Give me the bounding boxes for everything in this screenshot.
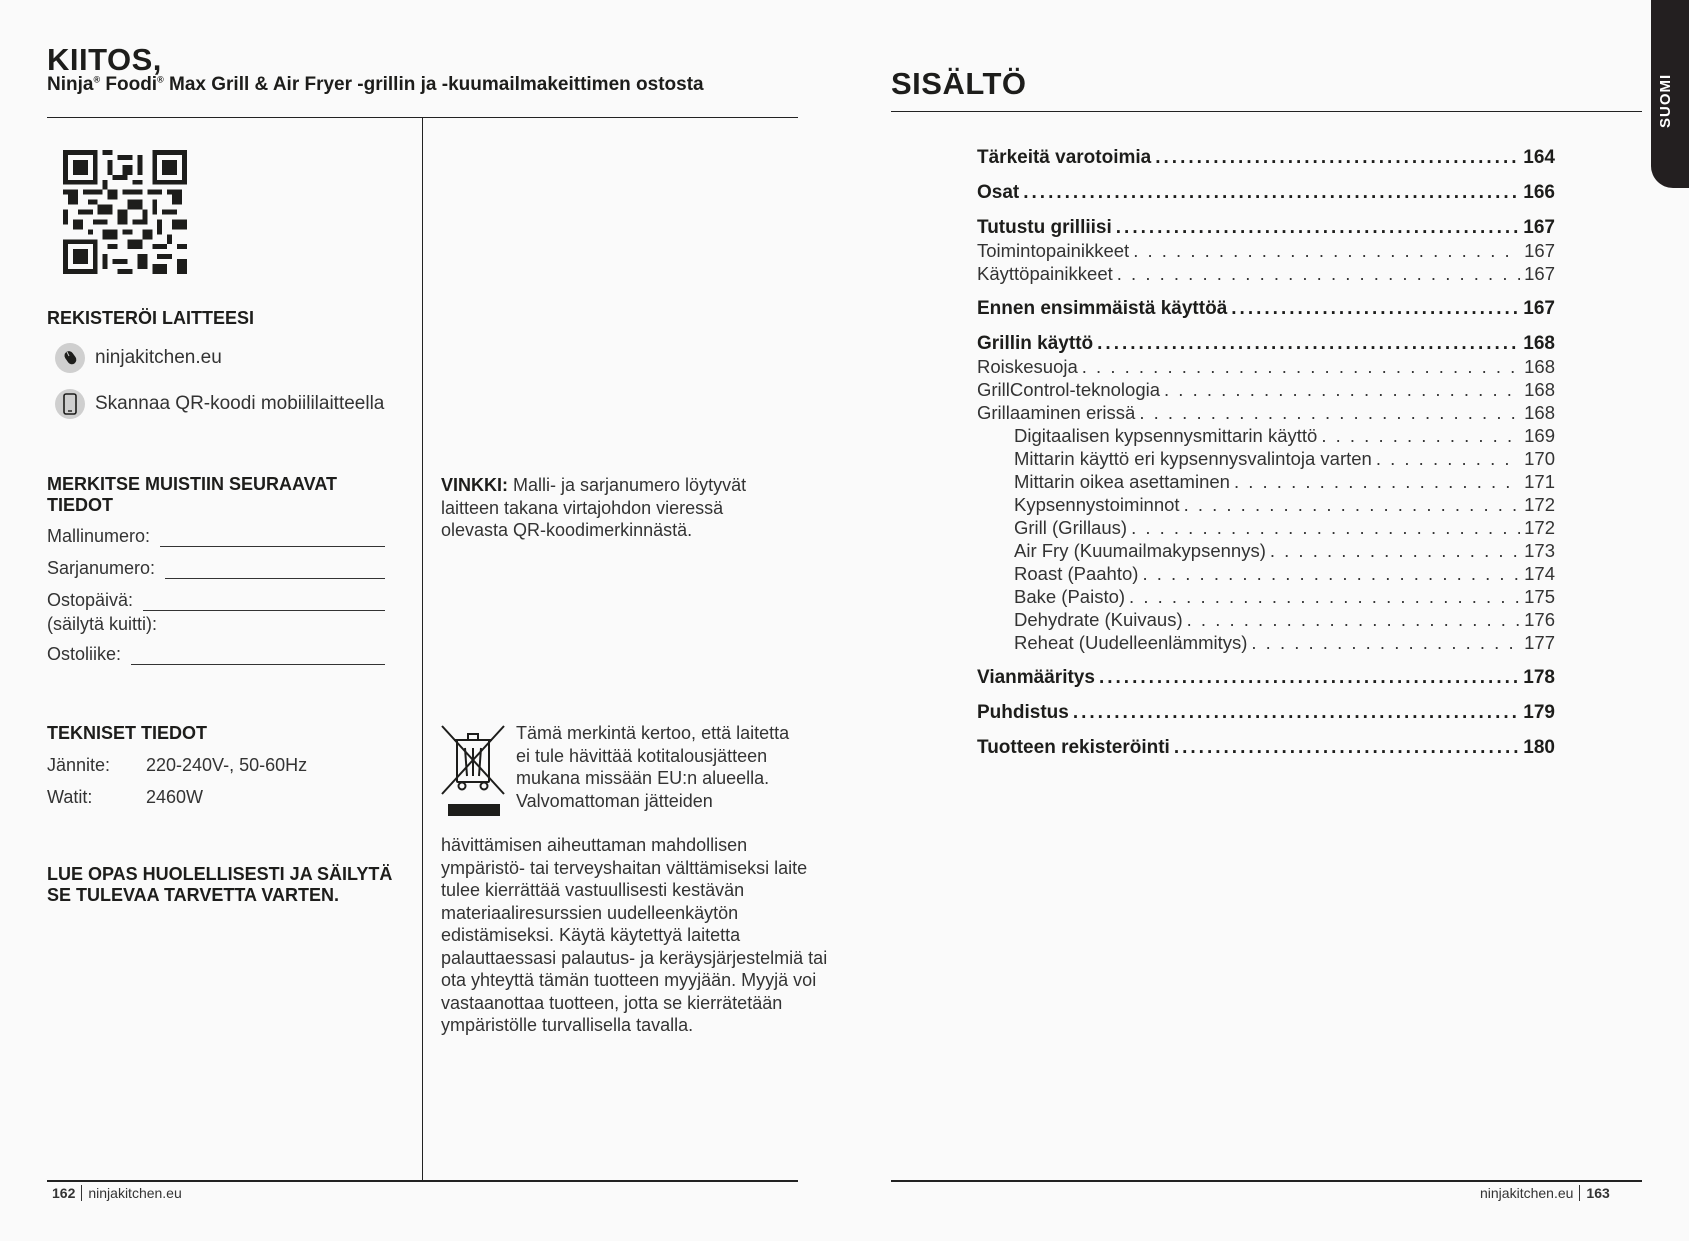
toc-entry[interactable] [977,217,1555,240]
toc-entry-label: Mittarin käyttö eri kypsennysvalintoja varten [1014,448,1372,469]
toc-entry-page: 176 [1524,609,1555,630]
keep-receipt-note: (säilytä kuitti): [47,614,158,634]
toc-entry-page: 166 [1523,182,1555,203]
language-tab-label: SUOMI [1657,73,1674,128]
toc-entry[interactable] [977,402,1555,425]
toc-entry-page: 169 [1524,425,1555,446]
register-heading: REKISTERÖI LAITTEESI [47,308,255,328]
toc-entry-label: GrillControl-teknologia [977,379,1161,400]
purchase-date-field[interactable] [47,590,385,611]
toc-leader-dots [1164,379,1520,401]
footer-site[interactable]: ninjakitchen.eu [88,1185,182,1201]
brand-ninja: Ninja [47,74,94,95]
toc-entry-label: Tuotteen rekisteröinti [977,737,1170,758]
toc-entry-page: 175 [1524,586,1555,607]
toc-leader-dots [1321,425,1520,447]
watts-value: 2460W [146,787,204,807]
footer-left [52,1185,182,1201]
tip-text [441,474,781,542]
toc-entry[interactable] [977,471,1555,494]
crossed-bin-icon [440,724,506,819]
registered-mark: ® [157,74,164,85]
toc-entry-label: Ennen ensimmäistä käyttöä [977,298,1228,319]
toc-entry[interactable] [977,609,1555,632]
purchase-date-label: Ostopäivä: [47,590,134,610]
toc-entry[interactable] [977,563,1555,586]
register-scan-text: Skannaa QR-koodi mobiililaitteella [95,393,385,414]
tip-body: Malli- ja sarjanumero löytyvät laitteen takana virtajohdon vieressä olevasta QR-koodimerkinnästä. [441,475,747,540]
footer-rule [47,1180,798,1182]
toc-entry-label: Reheat (Uudelleenlämmitys) [1014,632,1248,653]
register-scan-row [55,388,384,420]
toc-leader-dots [1184,494,1521,516]
toc-entry[interactable] [977,586,1555,609]
toc-entry-label: Grillaaminen erissä [977,402,1136,423]
toc-entry-page: 168 [1523,333,1555,354]
watts-label: Watit: [47,787,93,807]
toc-entry-label: Mittarin oikea asettaminen [1014,471,1230,492]
toc-entry-page: 172 [1524,494,1555,515]
qr-code-icon[interactable] [63,150,187,274]
page-subtitle [47,74,704,96]
toc-entry-label: Toimintopainikkeet [977,240,1130,261]
toc-leader-dots [1129,586,1520,608]
model-number-field[interactable] [47,526,385,547]
toc-leader-dots [1231,298,1519,320]
toc-leader-dots [1097,333,1519,355]
store-field[interactable] [47,644,385,665]
toc-leader-dots [1174,737,1519,759]
toc-leader-dots [1099,667,1519,689]
model-number-label: Mallinumero: [47,526,151,546]
serial-number-field[interactable] [47,558,385,579]
toc-entry-page: 179 [1523,702,1555,723]
toc-leader-dots [1082,356,1520,378]
note-heading: MERKITSE MUISTIIN SEURAAVAT TIEDOT [47,474,338,515]
toc-title: SISÄLTÖ [891,66,1027,101]
page-number: 162 [52,1185,82,1201]
column-divider [422,118,423,1180]
toc-entry[interactable] [977,333,1555,356]
toc-entry-page: 180 [1523,737,1555,758]
toc-entry[interactable] [977,517,1555,540]
toc-entry[interactable] [977,356,1555,379]
toc-entry-page: 173 [1524,540,1555,561]
toc-entry[interactable] [977,667,1555,690]
divider [891,111,1642,112]
toc-entry-label: Dehydrate (Kuivaus) [1014,609,1183,630]
toc-entry[interactable] [977,263,1555,286]
store-line[interactable] [131,647,385,665]
mouse-icon [55,343,85,373]
toc-entry-page: 168 [1524,356,1555,377]
toc-entry[interactable] [977,298,1555,321]
store-label: Ostoliike: [47,644,122,664]
purchase-date-line[interactable] [143,593,385,611]
toc-entry-label: Bake (Paisto) [1014,586,1126,607]
toc-entry[interactable] [977,702,1555,725]
toc-entry-label: Puhdistus [977,702,1069,723]
smartphone-icon [55,389,85,419]
toc-entry[interactable] [977,632,1555,655]
serial-number-label: Sarjanumero: [47,558,156,578]
toc-entry[interactable] [977,425,1555,448]
toc-entry[interactable] [977,182,1555,205]
toc-leader-dots [1131,517,1520,539]
toc-entry-label: Air Fry (Kuumailmakypsennys) [1014,540,1266,561]
toc-entry[interactable] [977,448,1555,471]
toc-entry-page: 174 [1524,563,1555,584]
toc-entry-page: 178 [1523,667,1555,688]
model-number-line[interactable] [160,529,385,547]
register-website-row[interactable] [55,342,222,374]
toc-entry-label: Vianmääritys [977,667,1095,688]
toc-entry[interactable] [977,240,1555,263]
toc-leader-dots [1376,448,1520,470]
voltage-label: Jännite: [47,755,111,775]
toc-entry[interactable] [977,147,1555,170]
weee-text-bottom: hävittämisen aiheuttaman mahdollisen ympäristö- tai terveyshaitan välttämiseksi laite tulee kierrättää vastuullisesti kestävän materiaaliresurssien uudelleenkäytön edistämiseksi. Käytä käytettyä laitetta palauttaessasi palautus- ja keräysjärjestelmiä tai ota yhteyttä tämän tuotteen myyjään. Myyjä voi vastaanottaa tuotteen, jotta se kierrätetään ympäristölle turvallisella tavalla. [441,835,828,1035]
register-website-link[interactable]: ninjakitchen.eu [95,347,222,368]
footer-site[interactable]: ninjakitchen.eu [1480,1185,1574,1201]
page-title: KIITOS, [47,42,162,77]
toc-leader-dots [1073,702,1519,724]
toc-entry-page: 167 [1524,263,1555,284]
toc-entry-page: 170 [1524,448,1555,469]
page-number: 163 [1579,1185,1609,1201]
toc-leader-dots [1116,217,1520,239]
toc-entry-label: Grill (Grillaus) [1014,517,1128,538]
tip-label: VINKKI: [441,475,508,495]
toc-entry[interactable] [977,379,1555,402]
toc-entry-label: Digitaalisen kypsennysmittarin käyttö [1014,425,1318,446]
toc-leader-dots [1139,402,1520,424]
toc-leader-dots [1117,263,1520,285]
toc-leader-dots [1133,240,1520,262]
toc-entry-page: 167 [1524,240,1555,261]
toc-entry-page: 164 [1523,147,1555,168]
spec-voltage [47,755,308,776]
toc-leader-dots [1234,471,1520,493]
registered-mark: ® [93,74,101,85]
subtitle-rest: Max Grill & Air Fryer -grillin ja -kuumailmakeittimen ostosta [163,74,704,95]
brand-foodi: Foodi [100,74,158,95]
serial-number-line[interactable] [165,561,385,579]
voltage-value: 220-240V-, 50-60Hz [146,755,308,775]
toc-entry-label: Tutustu grilliisi [977,217,1112,238]
toc-entry[interactable] [977,737,1555,760]
toc-entry-page: 168 [1524,379,1555,400]
toc-entry-page: 168 [1524,402,1555,423]
toc-entry-label: Käyttöpainikkeet [977,263,1113,284]
toc-entry-page: 167 [1523,217,1555,238]
toc-entry-page: 167 [1523,298,1555,319]
toc-entry-label: Roast (Paahto) [1014,563,1139,584]
read-manual-notice: LUE OPAS HUOLELLISESTI JA SÄILYTÄ SE TULEVAA TARVETTA VARTEN. [47,864,393,905]
toc-leader-dots [1023,182,1519,204]
toc-entry-label: Kypsennystoiminnot [1014,494,1180,515]
toc-leader-dots [1270,540,1520,562]
language-tab [1651,0,1689,188]
footer-rule [891,1180,1642,1182]
table-of-contents [977,147,1555,760]
toc-entry[interactable] [977,494,1555,517]
weee-text-top: Tämä merkintä kertoo, että laitetta ei tule hävittää kotitalousjätteen mukana missään EU:n alueella. Valvomattoman jätteiden [516,723,790,811]
toc-leader-dots [1155,147,1519,169]
footer-right [1480,1185,1610,1201]
specs-heading: TEKNISET TIEDOT [47,723,208,743]
toc-entry-page: 172 [1524,517,1555,538]
toc-entry-page: 171 [1524,471,1555,492]
toc-entry[interactable] [977,540,1555,563]
toc-leader-dots [1251,632,1520,654]
toc-entry-page: 177 [1524,632,1555,653]
toc-entry-label: Osat [977,182,1020,203]
toc-entry-label: Grillin käyttö [977,333,1094,354]
spec-watts [47,787,204,808]
toc-entry-label: Roiskesuoja [977,356,1078,377]
toc-leader-dots [1187,609,1520,631]
toc-entry-label: Tärkeitä varotoimia [977,147,1152,168]
toc-leader-dots [1142,563,1520,585]
